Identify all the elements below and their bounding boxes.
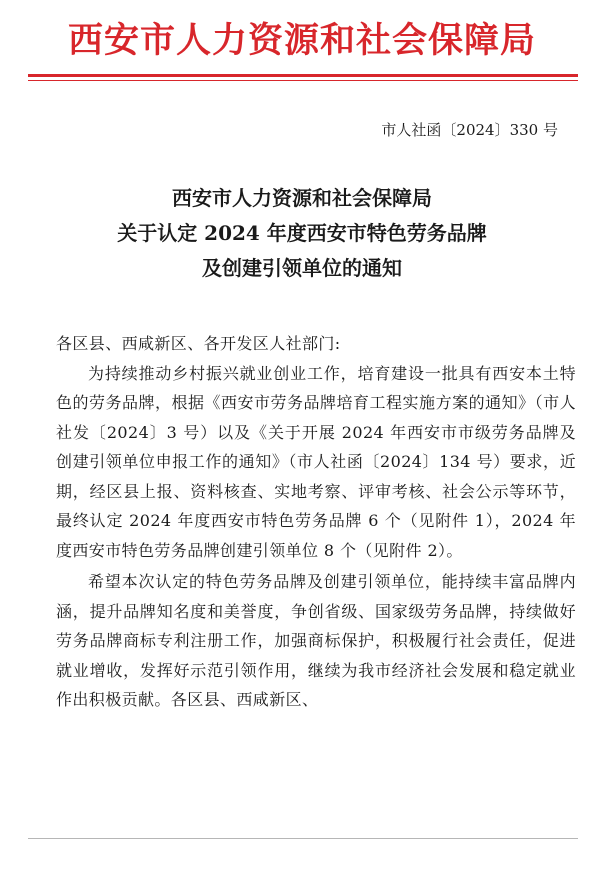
document-body (56, 329, 576, 715)
header-red-rule (28, 74, 578, 77)
body-paragraph-1: 为持续推动乡村振兴就业创业工作，培育建设一批具有西安本土特色的劳务品牌，根据《西安市劳务品牌培育工程实施方案的通知》（市人社发〔2024〕3 号）以及《关于开展 2024 年西安市市级劳务品牌及创建引领单位申报工作的通知》（市人社函〔2024〕134 号）要求，近期，经区县上报、资料核查、实地考察、评审考核、社会公示等环节，最终认定 2024 年度西安市特色劳务品牌 6 个（见附件 1），2024 年度西安市特色劳务品牌创建引领单位 8 个（见附件 2）。 (56, 363, 576, 560)
title-line-3: 及创建引领单位的通知 (202, 256, 402, 280)
title-line-2: 关于认定 2024 年度西安市特色劳务品牌 (117, 221, 487, 245)
document-title (0, 181, 604, 286)
page-bottom-rule (28, 838, 578, 839)
header-red-rule-thin (28, 80, 578, 81)
title-line-1: 西安市人力资源和社会保障局 (172, 186, 432, 210)
issuing-authority-header: 西安市人力资源和社会保障局 (67, 20, 536, 61)
document-number: 市人社函〔2024〕330 号 (381, 121, 558, 139)
salutation: 各区县、西咸新区、各开发区人社部门: (56, 334, 341, 353)
body-paragraph-2: 希望本次认定的特色劳务品牌及创建引领单位，能持续丰富品牌内涵，提升品牌知名度和美誉度，争创省级、国家级劳务品牌，持续做好劳务品牌商标专利注册工作，加强商标保护，积极履行社会责任，促进就业增收，发挥好示范引领作用，继续为我市经济社会发展和稳定就业作出积极贡献。各区县、西咸新区、 (56, 572, 576, 709)
